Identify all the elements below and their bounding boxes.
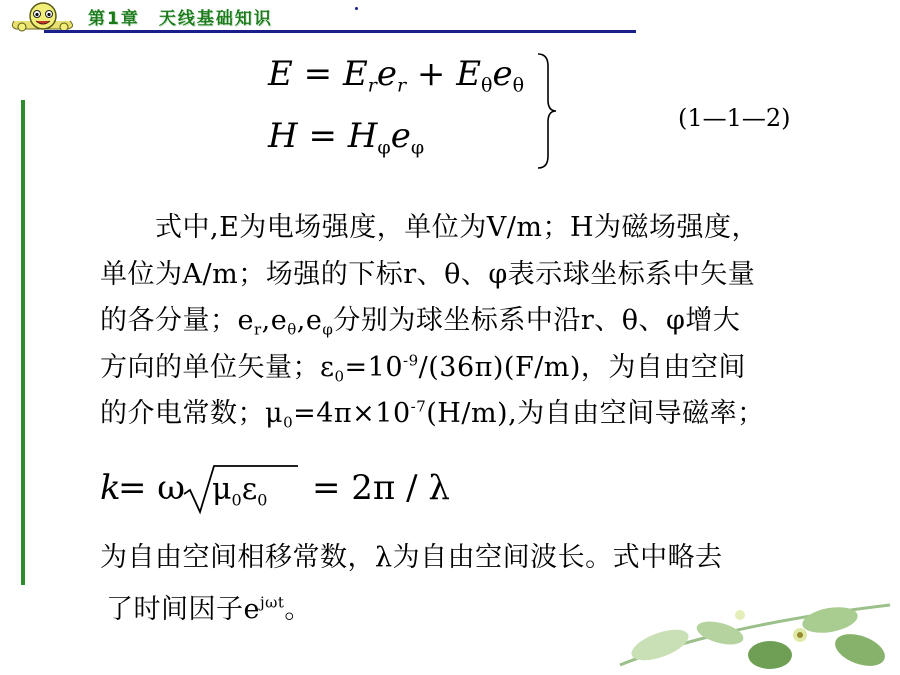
eq-operator: = (292, 54, 343, 94)
text-run: 了时间因子e (106, 594, 260, 625)
right-brace (536, 52, 558, 170)
leaf-decoration (600, 585, 900, 675)
subscript: φ (322, 320, 334, 339)
chapter-title: 第1章 天线基础知识 (88, 9, 273, 29)
superscript: -9 (403, 351, 419, 369)
slide-header (0, 0, 900, 36)
subscript: θ (287, 320, 297, 339)
eq-subscript: 0 (257, 490, 268, 510)
eq-term: H (268, 116, 298, 156)
header-dot (355, 7, 358, 10)
eq-term: E (268, 54, 293, 94)
eq-subscript: θ (481, 74, 493, 97)
superscript: -7 (410, 397, 427, 416)
text-run: 分别为球坐标系中沿r、θ、φ增大 (333, 305, 741, 336)
paragraph-line (100, 298, 820, 345)
eq-term: μ (212, 472, 232, 507)
eq-term: e (492, 54, 513, 94)
text-run: ,e (261, 305, 288, 336)
header-rule (44, 30, 636, 33)
paragraph-line: 单位为A/m；场强的下标r、θ、φ表示球坐标系中矢量 (100, 258, 756, 290)
paragraph-line: 式中,E为电场强度，单位为V/m；H为磁场强度， (155, 212, 760, 243)
text-run: /(36π)(F/m)，为自由空间 (418, 351, 746, 383)
equation-e-field (268, 54, 525, 97)
paragraph-line: 为自由空间相移常数，λ为自由空间波长。式中略去 (100, 542, 723, 573)
eq-term: E (342, 54, 368, 94)
field-equations (268, 52, 568, 170)
eq-term: e (376, 54, 397, 94)
eq-term: E (456, 54, 482, 94)
subscript: 0 (334, 366, 345, 385)
eq-term: H (347, 116, 378, 156)
wavenumber-equation (100, 462, 460, 518)
eq-term: = ω (118, 468, 186, 508)
side-rule (21, 100, 25, 585)
eq-subscript: φ (410, 136, 425, 159)
eq-term: ε (241, 472, 258, 507)
subscript: 0 (283, 413, 294, 432)
body-paragraph (100, 205, 820, 438)
text-run: 的各分量；e (100, 305, 254, 336)
paragraph-line (100, 345, 820, 392)
text-run: (H/m),为自由空间导磁率； (426, 398, 765, 429)
eq-operator: = (297, 116, 348, 156)
text-run: 的介电常数；μ (100, 398, 284, 429)
eq-subscript: θ (512, 74, 525, 97)
equation-h-field (268, 116, 425, 159)
equation-number: (1—1—2) (678, 104, 791, 132)
eq-subscript: φ (377, 136, 391, 159)
eq-term: e (390, 116, 411, 156)
text-run: =4π×10 (293, 398, 411, 429)
text-run: 。 (284, 594, 312, 625)
paragraph-line (100, 391, 820, 438)
text-run: 方向的单位矢量；ε (100, 351, 335, 383)
eq-subscript: r (396, 74, 407, 97)
eq-operator: + (406, 54, 457, 94)
subscript: r (253, 320, 262, 339)
eq-subscript: r (367, 74, 377, 97)
eq-term: k (100, 468, 121, 508)
eq-subscript: 0 (231, 490, 242, 510)
text-run: ,e (296, 305, 323, 336)
eq-term: = 2π / λ (312, 468, 450, 508)
text-run: =10 (344, 351, 404, 383)
sqrt-radicand (212, 472, 268, 510)
superscript: jωt (259, 593, 285, 612)
